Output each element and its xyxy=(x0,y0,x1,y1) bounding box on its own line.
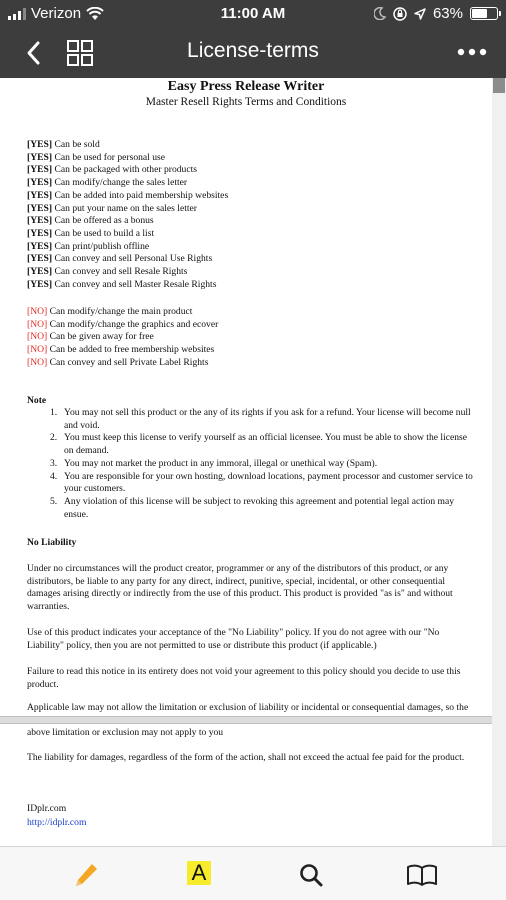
note-number: 2. xyxy=(50,432,58,444)
rights-tag: [NO] xyxy=(27,318,48,330)
note-text-line: ensue. xyxy=(64,508,89,520)
rights-item xyxy=(27,152,228,165)
status-right-group xyxy=(374,5,498,22)
rights-tag: [NO] xyxy=(27,331,48,343)
rights-label: Can be offered as a bonus xyxy=(52,215,154,227)
note-text-line: and void. xyxy=(64,419,100,431)
rights-item xyxy=(27,139,228,152)
note-text-line: on demand. xyxy=(64,445,109,457)
more-icon[interactable] xyxy=(456,40,488,64)
book-icon[interactable] xyxy=(406,861,438,889)
rights-tag: [YES] xyxy=(27,240,53,252)
note-number: 4. xyxy=(50,470,58,482)
rights-tag: [YES] xyxy=(27,266,53,278)
page-separator xyxy=(0,716,492,724)
rights-item xyxy=(27,319,218,332)
paragraph-line: Liability" policy, then you are not permitted to use or distribute this product (if applicable.) xyxy=(27,639,377,651)
note-number: 1. xyxy=(50,407,58,418)
rights-item xyxy=(27,306,218,319)
note-item xyxy=(50,432,490,457)
liability-paragraph-2 xyxy=(27,627,492,652)
rights-label: Can be added to free membership websites xyxy=(47,344,215,356)
doc-subheading: Master Resell Rights Terms and Conditions xyxy=(145,96,347,108)
note-text-line: You are responsible for your own hosting, download locations, payment processor and customer service to xyxy=(64,470,473,482)
note-text-line: You may not sell this product or the any of its rights if you ask for a refund. Your license will become null xyxy=(64,407,471,418)
rights-item xyxy=(27,331,218,344)
rights-label: Can modify/change the graphics and ecover xyxy=(47,318,219,330)
rights-item xyxy=(27,164,228,177)
rights-tag: [YES] xyxy=(27,202,53,214)
rights-label: Can be given away for free xyxy=(47,331,154,343)
rights-item xyxy=(27,228,228,241)
note-number: 3. xyxy=(50,457,58,469)
rights-tag: [YES] xyxy=(27,139,53,150)
note-text-line: You must keep this license to verify yourself as an official licensee. You must be able to show the license xyxy=(64,432,468,444)
rights-label: Can be packaged with other products xyxy=(52,164,197,176)
rights-item xyxy=(27,344,218,357)
paragraph-line: Use of this product indicates your acceptance of the "No Liability" policy. If you do not agree with our "No xyxy=(27,627,440,638)
rights-item xyxy=(27,357,218,370)
note-number: 5. xyxy=(50,495,58,507)
note-item xyxy=(50,458,490,471)
document-page-1 xyxy=(0,78,492,716)
search-icon[interactable] xyxy=(296,861,328,889)
rights-label: Can put your name on the sales letter xyxy=(52,202,197,214)
chevron-left-icon[interactable] xyxy=(22,38,46,68)
navigation-bar xyxy=(0,28,506,78)
rights-tag: [YES] xyxy=(27,227,53,239)
rights-tag: [YES] xyxy=(27,278,53,290)
rights-label: Can be used to build a list xyxy=(52,227,155,239)
rights-tag: [YES] xyxy=(27,253,53,265)
allowed-rights-list xyxy=(27,139,228,291)
note-item xyxy=(50,471,490,496)
rights-tag: [YES] xyxy=(27,177,53,189)
rights-label: Can convey and sell Master Resale Rights xyxy=(52,278,217,290)
rights-label: Can modify/change the main product xyxy=(47,306,193,317)
rights-item xyxy=(27,177,228,190)
document-title: License-terms xyxy=(187,39,319,62)
liability-paragraph-3 xyxy=(27,666,492,691)
orientation-lock-icon xyxy=(393,7,407,21)
liability-paragraph-4: Applicable law may not allow the limitation or exclusion of liability or incidental or consequential damages, so the xyxy=(27,702,469,713)
rights-label: Can modify/change the sales letter xyxy=(52,177,188,189)
rights-tag: [NO] xyxy=(27,306,48,317)
rights-tag: [YES] xyxy=(27,151,53,163)
liability-paragraph-5: The liability for damages, regardless of the form of the action, shall not exceed the actual fee paid for the product. xyxy=(27,752,465,763)
rights-item xyxy=(27,203,228,216)
paragraph-line: Under no circumstances will the product creator, programmer or any of the distributors of this product, or any xyxy=(27,563,449,574)
signature-link[interactable]: http://idplr.com xyxy=(27,817,87,828)
status-bar xyxy=(0,0,506,28)
carrier-name: Verizon xyxy=(31,5,82,22)
paragraph-line: product. xyxy=(27,678,59,690)
note-list xyxy=(50,407,490,521)
rights-item xyxy=(27,279,228,292)
rights-label: Can convey and sell Resale Rights xyxy=(52,266,188,278)
liability-paragraph-1 xyxy=(27,563,492,614)
rights-label: Can be sold xyxy=(52,139,100,150)
note-item xyxy=(50,496,490,521)
rights-label: Can convey and sell Personal Use Rights xyxy=(52,253,213,265)
doc-heading: Easy Press Release Writer xyxy=(167,79,325,94)
scrollbar-track[interactable] xyxy=(492,78,506,846)
text-highlight-glyph: A xyxy=(187,861,211,885)
paragraph-line: Failure to read this notice in its entirety does not void your agreement to this policy should you decide to use this xyxy=(27,666,461,677)
battery-fill xyxy=(472,9,487,18)
rights-tag: [YES] xyxy=(27,164,53,176)
document-viewer[interactable] xyxy=(0,78,492,846)
location-arrow-icon xyxy=(414,8,426,20)
rights-label: Can be added into paid membership websites xyxy=(52,189,229,201)
liability-paragraph-4-continued: above limitation or exclusion may not apply to you xyxy=(27,727,224,738)
rights-label: Can print/publish offline xyxy=(52,240,150,252)
paragraph-line: damages arising directly or indirectly from the use of this product. This product is provided "as is" and without xyxy=(27,588,453,600)
annotation-toolbar xyxy=(0,846,506,900)
grid-icon[interactable] xyxy=(66,39,94,67)
note-text-line: your customers. xyxy=(64,483,126,495)
rights-item xyxy=(27,266,228,279)
rights-tag: [YES] xyxy=(27,215,53,227)
note-item xyxy=(50,407,490,432)
note-text-line: You may not market the product in any immoral, illegal or unethical way (Spam). xyxy=(64,457,378,469)
paragraph-line: warranties. xyxy=(27,601,70,613)
signature-name: IDplr.com xyxy=(27,803,67,814)
battery-percent: 63% xyxy=(432,5,463,22)
rights-label: Can convey and sell Private Label Rights xyxy=(47,356,209,368)
scrollbar-thumb[interactable] xyxy=(493,78,505,93)
rights-item xyxy=(27,241,228,254)
rights-label: Can be used for personal use xyxy=(52,151,166,163)
paragraph-line: distributors, be liable to any party for any direct, indirect, punitive, special, incidental, or other consequential xyxy=(27,575,445,587)
rights-tag: [YES] xyxy=(27,189,53,201)
battery-icon xyxy=(470,7,498,20)
note-heading: Note xyxy=(27,395,47,406)
status-time: 11:00 AM xyxy=(220,5,286,22)
pencil-icon[interactable] xyxy=(70,861,102,889)
rights-item xyxy=(27,190,228,203)
rights-tag: [NO] xyxy=(27,344,48,356)
text-highlight-icon[interactable] xyxy=(183,861,215,889)
rights-item xyxy=(27,253,228,266)
note-text-line: Any violation of this license will be subject to revoking this agreement and potential legal action may xyxy=(64,495,455,507)
rights-tag: [NO] xyxy=(27,356,48,368)
rights-item xyxy=(27,215,228,228)
moon-icon xyxy=(374,7,386,20)
prohibited-rights-list xyxy=(27,306,218,370)
liability-heading: No Liability xyxy=(27,537,77,548)
